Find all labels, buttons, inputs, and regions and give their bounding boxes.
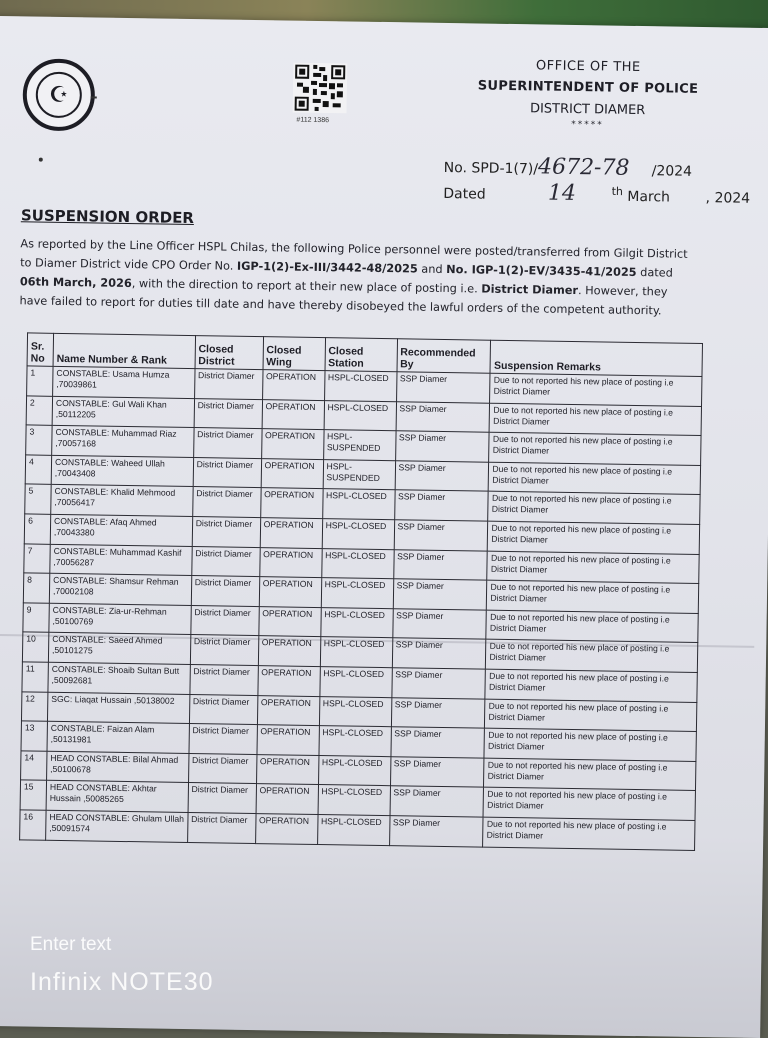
cell-wing: OPERATION <box>262 370 324 401</box>
cell-name: HEAD CONSTABLE: Bilal Ahmad ,50100678 <box>47 751 189 783</box>
cell-name: CONSTABLE: Muhammad Kashif ,70056287 <box>50 544 192 576</box>
cell-wing: OPERATION <box>256 784 318 815</box>
cell-remarks: Due to not reported his new place of posting i.e District Diamer <box>484 728 696 761</box>
mark-dot <box>39 158 43 162</box>
cell-remarks: Due to not reported his new place of posting i.e District Diamer <box>487 551 699 584</box>
cell-station: HSPL-CLOSED <box>321 578 393 609</box>
cell-remarks: Due to not reported his new place of posting i.e District Diamer <box>489 432 701 465</box>
cell-name: HEAD CONSTABLE: Akhtar Hussain ,50085265 <box>46 781 188 813</box>
date-line <box>443 179 750 209</box>
cell-station: HSPL-CLOSED <box>324 371 396 402</box>
cell-wing: OPERATION <box>260 518 322 549</box>
dated-th: th <box>611 184 624 199</box>
cell-name: CONSTABLE: Saeed Ahmed ,50101275 <box>48 633 190 665</box>
cell-recommended: SSP Diamer <box>390 756 484 787</box>
seal-inner-ring <box>35 72 82 119</box>
cell-district: District Diamer <box>193 457 261 488</box>
cell-remarks: Due to not reported his new place of posting i.e District Diamer <box>486 640 698 673</box>
ref-prefix: No. SPD-1(7)/ <box>443 159 539 178</box>
cell-district: District Diamer <box>194 398 262 429</box>
cell-sr-no: 10 <box>22 632 48 662</box>
cell-recommended: SSP Diamer <box>393 579 487 610</box>
office-line-2: SUPERINTENDENT OF POLICE <box>477 78 699 97</box>
cell-recommended: SSP Diamer <box>391 697 485 728</box>
cell-remarks: Due to not reported his new place of posting i.e District Diamer <box>486 610 698 643</box>
cell-recommended: SSP Diamer <box>392 638 486 669</box>
cell-wing: OPERATION <box>261 458 323 489</box>
cell-sr-no: 15 <box>20 780 46 810</box>
mark <box>91 96 97 98</box>
cell-wing: OPERATION <box>258 606 320 637</box>
cell-sr-no: 7 <box>24 543 50 573</box>
cell-district: District Diamer <box>189 694 257 725</box>
cell-recommended: SSP Diamer <box>391 668 485 699</box>
cell-station: HSPL-CLOSED <box>319 696 391 727</box>
cell-wing: OPERATION <box>257 666 319 697</box>
cell-recommended: SSP Diamer <box>394 520 488 551</box>
cell-recommended: SSP Diamer <box>395 431 489 462</box>
office-line-3: DISTRICT DIAMER <box>529 101 646 119</box>
col-name-number-rank: Name Number & Rank <box>53 333 195 368</box>
document-page <box>0 16 768 1038</box>
cell-name: CONSTABLE: Usama Humza ,70039861 <box>53 366 195 398</box>
cell-name: CONSTABLE: Faizan Alam ,50131981 <box>47 721 189 753</box>
cell-wing: OPERATION <box>261 429 323 460</box>
cell-remarks: Due to not reported his new place of posting i.e District Diamer <box>490 403 702 436</box>
cell-sr-no: 1 <box>27 366 53 396</box>
police-seal-logo <box>22 58 95 131</box>
cell-recommended: SSP Diamer <box>392 608 486 639</box>
cell-name: HEAD CONSTABLE: Ghulam Ullah ,50091574 <box>46 810 188 842</box>
cell-wing: OPERATION <box>258 636 320 667</box>
col-closed-station: Closed Station <box>325 338 397 372</box>
cell-sr-no: 13 <box>21 721 47 751</box>
cell-district: District Diamer <box>188 753 256 784</box>
cell-name: CONSTABLE: Gul Wali Khan ,50112205 <box>52 396 194 428</box>
cell-name: CONSTABLE: Waheed Ullah ,70043408 <box>51 455 193 487</box>
cell-recommended: SSP Diamer <box>396 401 490 432</box>
cell-station: HSPL-CLOSED <box>320 637 392 668</box>
cell-wing: OPERATION <box>255 813 317 844</box>
cell-sr-no: 4 <box>25 455 51 485</box>
cell-sr-no: 16 <box>20 810 46 840</box>
para-text-1: As reported by the Line Officer HSPL Chilas, the following Police personnel were posted/transferred from Gilgit District to Diamer District vide CPO Order No. <box>20 237 688 273</box>
order-paragraph <box>19 234 698 321</box>
cell-recommended: SSP Diamer <box>394 490 488 521</box>
cell-district: District Diamer <box>191 605 259 636</box>
cell-district: District Diamer <box>192 487 260 518</box>
qr-code-icon <box>293 63 348 114</box>
cell-remarks: Due to not reported his new place of posting i.e District Diamer <box>490 373 702 406</box>
qr-number: #112 1386 <box>296 116 330 125</box>
cell-station: HSPL-CLOSED <box>324 400 396 431</box>
cell-district: District Diamer <box>191 576 259 607</box>
cell-name: CONSTABLE: Khalid Mehmood ,70056417 <box>51 485 193 517</box>
col-closed-wing: Closed Wing <box>263 337 325 371</box>
cell-wing: OPERATION <box>256 754 318 785</box>
ref-handwritten: 4672-78 <box>537 154 630 181</box>
col-suspension-remarks: Suspension Remarks <box>490 340 702 376</box>
cell-remarks: Due to not reported his new place of posting i.e District Diamer <box>483 787 695 820</box>
cell-wing: OPERATION <box>257 725 319 756</box>
cell-station: HSPL-SUSPENDED <box>323 430 395 461</box>
header-stars: ***** <box>571 119 604 131</box>
cell-district: District Diamer <box>194 369 262 400</box>
dated-year: , 2024 <box>705 190 751 207</box>
cell-recommended: SSP Diamer <box>389 816 483 847</box>
cell-remarks: Due to not reported his new place of posting i.e District Diamer <box>489 462 701 495</box>
para-and: and <box>417 262 447 276</box>
para-place: District Diamer <box>481 282 579 298</box>
crescent-star-icon: ☪ <box>48 81 69 108</box>
para-dated: dated <box>636 265 673 280</box>
camera-watermark: Infinix NOTE30 <box>30 968 214 996</box>
cell-recommended: SSP Diamer <box>390 786 484 817</box>
cell-name: CONSTABLE: Muhammad Riaz ,70057168 <box>52 426 194 458</box>
enter-text-overlay[interactable]: Enter text <box>30 934 112 955</box>
cell-district: District Diamer <box>190 635 258 666</box>
cell-recommended: SSP Diamer <box>390 727 484 758</box>
cell-station: HSPL-CLOSED <box>318 785 390 816</box>
cell-name: CONSTABLE: Zia-ur-Rehman ,50100769 <box>49 603 191 635</box>
col-closed-district: Closed District <box>195 336 263 370</box>
cell-sr-no: 2 <box>26 396 52 426</box>
dated-month: March <box>627 188 671 206</box>
cell-recommended: SSP Diamer <box>395 460 489 491</box>
cell-wing: OPERATION <box>257 695 319 726</box>
table-body <box>20 366 702 850</box>
cell-sr-no: 5 <box>25 484 51 514</box>
col-sr-no: Sr. No <box>27 333 53 366</box>
cell-wing: OPERATION <box>259 577 321 608</box>
cell-station: HSPL-CLOSED <box>317 814 389 845</box>
cell-station: HSPL-SUSPENDED <box>323 459 395 490</box>
cell-remarks: Due to not reported his new place of posting i.e District Diamer <box>488 521 700 554</box>
cell-district: District Diamer <box>193 428 261 459</box>
cell-name: CONSTABLE: Afaq Ahmed ,70043380 <box>50 514 192 546</box>
cell-sr-no: 14 <box>21 751 47 781</box>
cell-station: HSPL-CLOSED <box>321 548 393 579</box>
cell-station: HSPL-CLOSED <box>322 519 394 550</box>
cell-remarks: Due to not reported his new place of posting i.e District Diamer <box>483 817 695 850</box>
cell-wing: OPERATION <box>260 488 322 519</box>
col-recommended-by: Recommended By <box>397 339 491 373</box>
cell-sr-no: 6 <box>24 514 50 544</box>
ref-year: /2024 <box>651 163 693 180</box>
cell-sr-no: 11 <box>22 662 48 692</box>
office-line-1: OFFICE OF THE <box>535 58 641 76</box>
cell-remarks: Due to not reported his new place of posting i.e District Diamer <box>485 699 697 732</box>
cell-station: HSPL-CLOSED <box>319 726 391 757</box>
cell-remarks: Due to not reported his new place of posting i.e District Diamer <box>487 580 699 613</box>
dated-handwritten: 14 <box>547 180 577 207</box>
para-date: 06th March, 2026 <box>19 275 132 291</box>
order-title: SUSPENSION ORDER <box>20 206 195 228</box>
cell-remarks: Due to not reported his new place of posting i.e District Diamer <box>485 669 697 702</box>
cell-name: CONSTABLE: Shamsur Rehman ,70002108 <box>49 573 191 605</box>
para-order-2: No. IGP-1(2)-EV/3435-41/2025 <box>446 262 637 279</box>
cell-station: HSPL-CLOSED <box>320 607 392 638</box>
para-order-1: IGP-1(2)-Ex-III/3442-48/2025 <box>236 259 418 276</box>
cell-station: HSPL-CLOSED <box>319 666 391 697</box>
cell-station: HSPL-CLOSED <box>318 755 390 786</box>
cell-wing: OPERATION <box>262 399 324 430</box>
cell-station: HSPL-CLOSED <box>322 489 394 520</box>
cell-district: District Diamer <box>192 517 260 548</box>
office-header <box>462 57 713 132</box>
cell-name: SGC: Liaqat Hussain ,50138002 <box>47 692 189 724</box>
dated-label: Dated <box>443 185 486 203</box>
cell-remarks: Due to not reported his new place of posting i.e District Diamer <box>484 758 696 791</box>
cell-sr-no: 3 <box>26 425 52 455</box>
para-text-2: , with the direction to report at their new place of posting i.e. <box>131 277 482 296</box>
cell-district: District Diamer <box>187 812 255 843</box>
cell-recommended: SSP Diamer <box>396 372 490 403</box>
cell-sr-no: 12 <box>21 691 47 721</box>
para-text-3: . However, they have failed to report for duties till date and have thereby disobeyed the lawful orders of the competent authority. <box>19 284 668 318</box>
cell-district: District Diamer <box>188 783 256 814</box>
cell-district: District Diamer <box>190 664 258 695</box>
cell-recommended: SSP Diamer <box>393 549 487 580</box>
reference-number <box>444 153 693 182</box>
cell-sr-no: 9 <box>23 603 49 633</box>
personnel-table <box>19 332 703 850</box>
cell-district: District Diamer <box>191 546 259 577</box>
cell-sr-no: 8 <box>23 573 49 603</box>
cell-district: District Diamer <box>189 724 257 755</box>
cell-name: CONSTABLE: Shoaib Sultan Butt ,50092681 <box>48 662 190 694</box>
cell-remarks: Due to not reported his new place of posting i.e District Diamer <box>488 492 700 525</box>
cell-wing: OPERATION <box>259 547 321 578</box>
